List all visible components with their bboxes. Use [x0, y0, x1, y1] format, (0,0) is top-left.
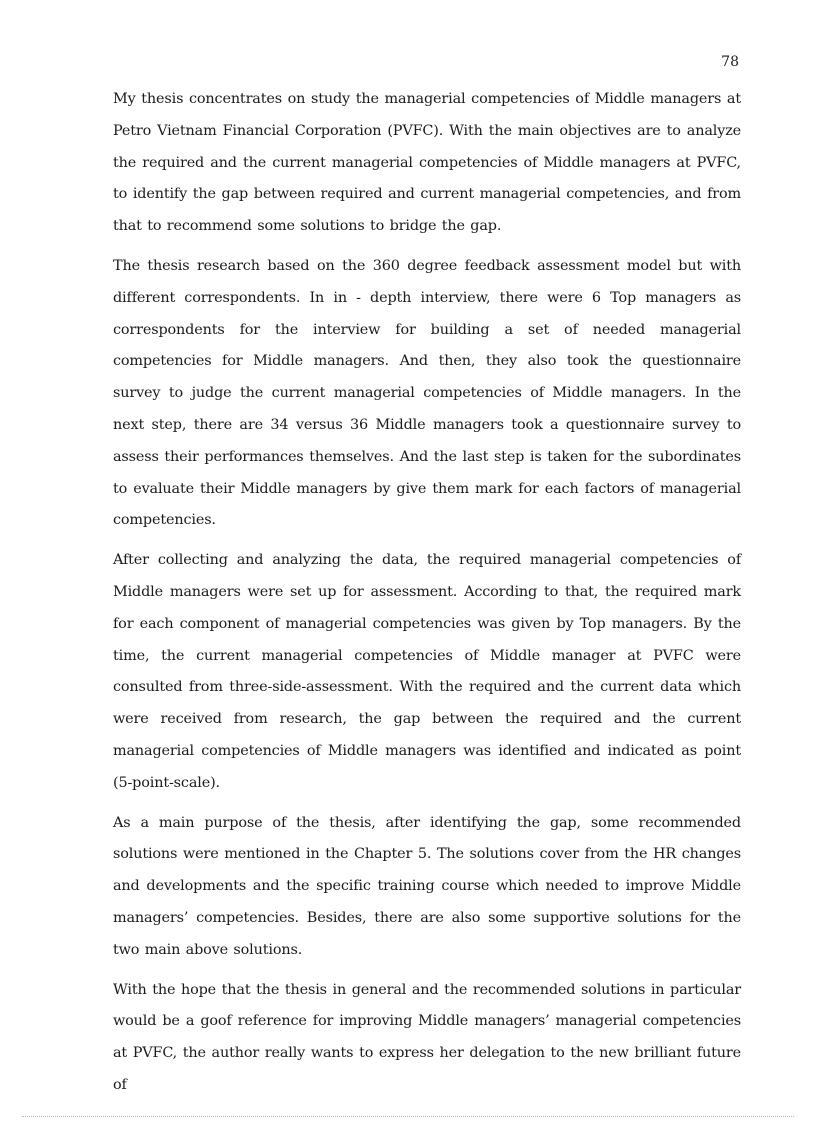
paragraph-5: With the hope that the thesis in general and the recommended solutions in particular would be a goof reference for improving Middle managers’ managerial competencies at PVFC, the author really wants to express her delegation to the new brilliant future of — [113, 981, 741, 1093]
paragraph-4: As a main purpose of the thesis, after identifying the gap, some recommended solutions were mentioned in the Chapter 5. The solutions cover from the HR changes and developments and the specific training course which needed to improve Middle managers’ competencies. Besides, there are also some supportive solutions for the two main above solutions. — [113, 814, 741, 958]
page-bottom-border — [22, 1116, 794, 1117]
paragraph-1: My thesis concentrates on study the managerial competencies of Middle managers at Petro Vietnam Financial Corporation (PVFC). With the main objectives are to analyze the required and the current managerial competencies of Middle managers at PVFC, to identify the gap between required and current managerial competencies, and from that to recommend some solutions to bridge the gap. — [113, 91, 741, 235]
body-text — [113, 84, 741, 1110]
page-number: 78 — [721, 54, 739, 70]
paragraph-2: The thesis research based on the 360 degree feedback assessment model but with different correspondents. In in - depth interview, there were 6 Top managers as correspondents for the interview for building a set of needed managerial competencies for Middle managers. And then, they also took the questionnaire survey to judge the current managerial competencies of Middle managers. In the next step, there are 34 versus 36 Middle managers took a questionnaire survey to assess their performances themselves. And the last step is taken for the subordinates to evaluate their Middle managers by give them mark for each factors of managerial competencies. — [113, 257, 741, 529]
paragraph-3: After collecting and analyzing the data, the required managerial competencies of Middle managers were set up for assessment. According to that, the required mark for each component of managerial competencies was given by Top managers. By the time, the current managerial competencies of Middle manager at PVFC were consulted from three-side-assessment. With the required and the current data which were received from research, the gap between the required and the current managerial competencies of Middle managers was identified and indicated as point (5-point-scale). — [113, 552, 741, 791]
